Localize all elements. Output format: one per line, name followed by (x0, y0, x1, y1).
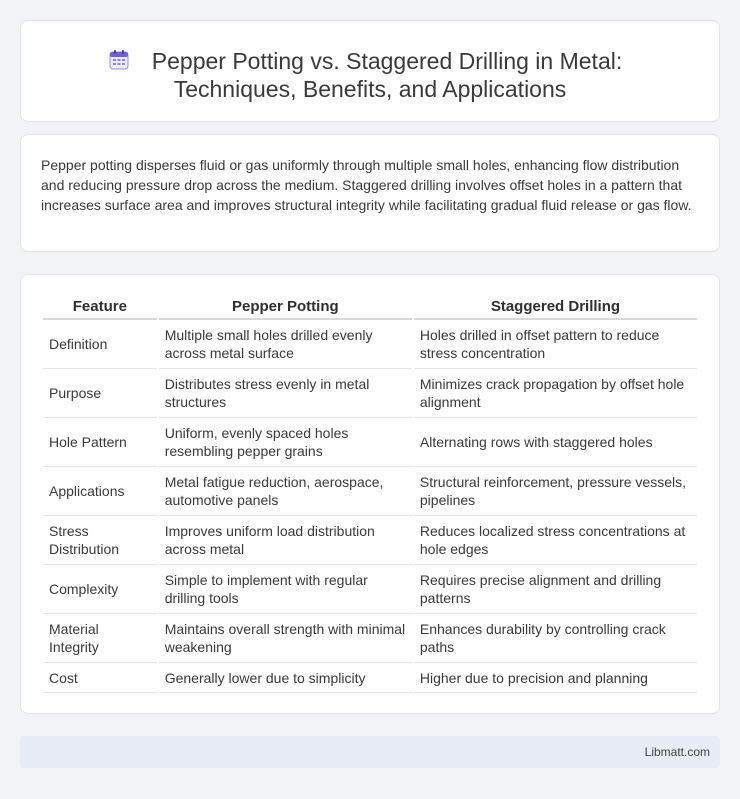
header-pepper-potting: Pepper Potting (159, 295, 412, 320)
row-feature: Complexity (43, 565, 157, 614)
table-row (43, 565, 697, 614)
row-staggered-drilling: Holes drilled in offset pattern to reduce stress concentration (414, 320, 697, 369)
row-feature: Stress Distribution (43, 516, 157, 565)
footer (20, 736, 720, 768)
row-pepper-potting: Maintains overall strength with minimal weakening (159, 614, 412, 663)
table-header-row (43, 295, 697, 320)
row-staggered-drilling: Requires precise alignment and drilling patterns (414, 565, 697, 614)
row-feature: Definition (43, 320, 157, 369)
row-staggered-drilling: Enhances durability by controlling crack paths (414, 614, 697, 663)
title-line-1: Pepper Potting vs. Staggered Drilling in Metal: (151, 48, 623, 74)
footer-brand-link[interactable]: Libmatt.com (644, 745, 710, 759)
intro-paragraph: Pepper potting disperses fluid or gas uniformly through multiple small holes, enhancing flow distribution and reducing pressure drop across the medium. Staggered drilling involves offset holes in a pattern that increases surface area and improves structural integrity while facilitating gradual fluid release or gas flow. (41, 157, 692, 213)
table-row (43, 614, 697, 663)
page-title (21, 47, 719, 103)
table-row (43, 369, 697, 418)
row-staggered-drilling: Minimizes crack propagation by offset hole alignment (414, 369, 697, 418)
row-staggered-drilling: Reduces localized stress concentrations at hole edges (414, 516, 697, 565)
table-row (43, 320, 697, 369)
intro-card (20, 134, 720, 252)
row-feature: Purpose (43, 369, 157, 418)
comparison-card (20, 274, 720, 714)
row-pepper-potting: Distributes stress evenly in metal structures (159, 369, 412, 418)
title-card (20, 20, 720, 122)
row-pepper-potting: Multiple small holes drilled evenly across metal surface (159, 320, 412, 369)
row-pepper-potting: Improves uniform load distribution across metal (159, 516, 412, 565)
table-row (43, 418, 697, 467)
row-feature: Cost (43, 663, 157, 693)
table-row (43, 467, 697, 516)
row-staggered-drilling: Higher due to precision and planning (414, 663, 697, 693)
row-pepper-potting: Metal fatigue reduction, aerospace, automotive panels (159, 467, 412, 516)
row-feature: Material Integrity (43, 614, 157, 663)
table-row (43, 516, 697, 565)
header-feature: Feature (43, 295, 157, 320)
row-feature: Hole Pattern (43, 418, 157, 467)
row-staggered-drilling: Alternating rows with staggered holes (414, 418, 697, 467)
title-line-2: Techniques, Benefits, and Applications (173, 76, 567, 102)
comparison-table (41, 295, 699, 693)
table-row (43, 663, 697, 693)
row-feature: Applications (43, 467, 157, 516)
header-staggered-drilling: Staggered Drilling (414, 295, 697, 320)
row-pepper-potting: Simple to implement with regular drilling tools (159, 565, 412, 614)
row-pepper-potting: Generally lower due to simplicity (159, 663, 412, 693)
row-pepper-potting: Uniform, evenly spaced holes resembling pepper grains (159, 418, 412, 467)
row-staggered-drilling: Structural reinforcement, pressure vessels, pipelines (414, 467, 697, 516)
